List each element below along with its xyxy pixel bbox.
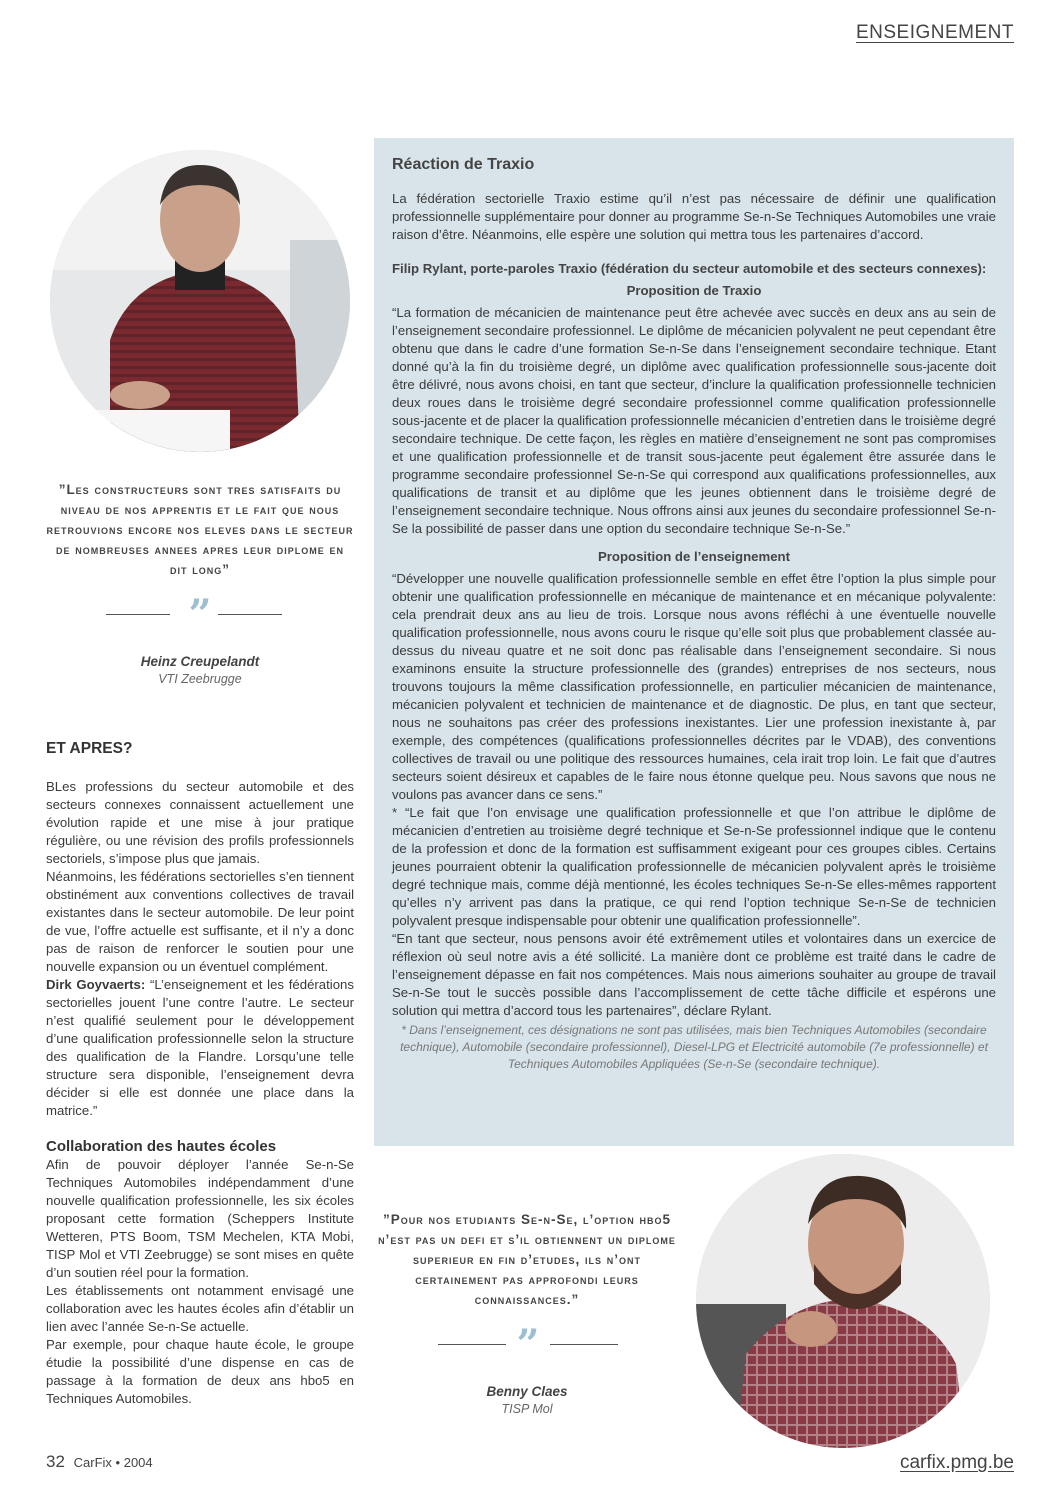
heading-et-apres: ET APRES? <box>46 740 133 757</box>
quote-mark-icon: ” <box>188 591 212 638</box>
box-title: Réaction de Traxio <box>392 156 535 173</box>
pull-quote-2-text: ”Pour nos etudiants Se-n-Se, l’option hbo5 n’est pas un defi et s’il obtiennent un diplome superieur en fin d’etudes, ils n’ont certainement pas approfondi leurs connaissances.” <box>378 1212 676 1307</box>
box-paragraph: “Développer une nouvelle qualification professionnelle semble en effet être l’option la plus simple pour obtenir une qualification professionnelle en mécanique de maintenance et en mécanique polyvalente: cela prendrait deux ans au lieu de trois. Lorsque nous avons réfléchi à une éventuelle nouvelle qualification professionnelle, nous avons couru le risque qu’elle soit plus que probablement classée au-dessus du niveau quatre et ne soit donc pas réalisable dans l’enseignement secondaire. Si nous examinons ensuite la structure professionnelle des (grandes) entreprises de nos secteurs, nous trouvons toujours la même classification professionnelle, en particulier mécanicien de maintenance, mécanicien polyvalent et technicien de maintenance et de diagnostic. De plus, en tant que secteur, nous ne souhaitons pas créer des professions inexistantes. Lier une profession inexistante à, par exemple, des compétences (qualifications professionnelles décrites par le VDAB), des conventions collectives de travail ou une politique des ressources humaines, cela irait trop loin. Le fait que d’autres secteurs soient désireux et capables de le faire nous étonne quelque peu. Nous savons que nous ne voulons pas avancer dans ce sens.” <box>392 571 996 802</box>
paragraph: Par exemple, pour chaque haute école, le groupe étudie la possibilité d’une dispense en cas de passage à la formation de deux ans hbo5 en Techniques Automobiles. <box>46 1337 354 1406</box>
magazine-name: CarFix • 2004 <box>73 1455 153 1470</box>
quote-rule-left <box>438 1344 506 1345</box>
heading-collaboration: Collaboration des hautes écoles <box>46 1138 277 1155</box>
box-paragraph: “La formation de mécanicien de maintenance peut être achevée avec succès en deux ans au sein de l’enseignement secondaire professionnel. Le diplôme de mécanicien polyvalent ne peut cependant être obtenu que dans le cadre d’une formation Se-n-Se dans l’enseignement secondaire technique. Etant donné qu’à la fin du troisième degré, un diplôme avec qualification professionnelle sous-jacente doit être délivré, nous avons choisi, en tant que secteur, d’inclure la qualification professionnelle technicien deux roues dans le troisième degré secondaire professionnel comme qualification professionnelle sous-jacente et de placer la qualification professionnelle mécanicien d’entretien dans le troisième degré secondaire technique. De cette façon, les règles en matière d’enseignement ne sont pas compromises et une qualification professionnelle et de transit sous-jacente peut également être assurée dans le programme secondaire professionnel Se-n-Se qui correspond aux qualifications professionnelles, aux qualifications de transit et au diplôme que les jeunes obtiennent dans le troisième degré de l’enseignement secondaire technique. Nous offrons ainsi aux jeunes du secondaire professionnel Se-n-Se la possibilité de passer dans une option du secondaire technique Se-n-Se.” <box>392 305 996 536</box>
traxio-reaction-box <box>374 138 1014 1146</box>
box-paragraph: “En tant que secteur, nous pensons avoir été extrêmement utiles et volontaires dans un exercice de réflexion où seul notre avis a été sollicité. La manière dont ce problème est traité dans le cadre de l’enseignement dépasse en fait nos compétences. Mais nous aimerions souhaiter au groupe de travail Se-n-Se tout le succès possible dans l’accomplissement de cette tâche difficile et espérons une solution qui mettra d’accord tous les partenaires”, déclare Rylant. <box>392 931 996 1018</box>
section-tag: ENSEIGNEMENT <box>855 22 1014 43</box>
quote-2-organisation: TISP Mol <box>501 1402 553 1416</box>
photo-benny-claes <box>696 1154 990 1448</box>
pull-quote-1-text: ”Les constructeurs sont tres satisfaits du niveau de nos apprentis et le fait que nous retrouvions encore nos eleves dans le secteur de nombreuses annees apres leur diplome en dit long” <box>46 482 354 577</box>
box-subheading-enseignement: Proposition de l’enseignement <box>598 549 790 564</box>
box-footnote: * Dans l’enseignement, ces désignations ne sont pas utilisées, mais bien Techniques Automobiles (secondaire technique), Automobile (secondaire professionnel), Diesel-LPG et Electricité automobile (7e professionnelle) et Techniques Automobiles Appliquées (Se-n-Se (secondaire technique). <box>400 1023 988 1071</box>
quote-1-author: Heinz Creupelandt <box>140 654 260 669</box>
quote-1-organisation: VTI Zeebrugge <box>158 672 242 686</box>
quote-rule-right <box>550 1344 618 1345</box>
portrait-illustration-2 <box>696 1154 990 1448</box>
box-intro: La fédération sectorielle Traxio estime qu’il n’est pas nécessaire de définir une qualification professionnelle supplémentaire pour donner au programme Se-n-Se Techniques Automobiles une vraie raison d’être. Néanmoins, elle espère une solution qui mettra tous les partenaires d’accord. <box>392 191 996 242</box>
pull-quote-1 <box>46 480 354 686</box>
photo-heinz-creupelandt <box>50 150 350 452</box>
portrait-illustration-1 <box>50 150 350 452</box>
quote-mark-icon: ” <box>516 1321 540 1368</box>
speaker-name: Dirk Goyvaerts: <box>46 977 146 992</box>
box-paragraph: * “Le fait que l’on envisage une qualification professionnelle et que l’on attribue le diplôme de mécanicien d’entretien au troisième degré technique et Se-n-Se professionnel indique que le contenu de la profession et donc de la formation est suffisamment exigeant pour ces groupes cibles. Certains jeunes pourraient obtenir la qualification professionnelle de mécanicien polyvalent après le troisième degré technique mais, comme déjà mentionné, les écoles techniques Se-n-Se elles-mêmes rapportent qu’elles n’y arrivent pas dans la pratique, ce qui rend l’option technique Se-n-Se de technicien polyvalent presque indispensable pour obtenir une qualification professionnelle”. <box>392 805 996 928</box>
quote-rule-left <box>106 614 170 615</box>
box-subheading-traxio: Proposition de Traxio <box>626 283 762 298</box>
left-article <box>46 740 354 1408</box>
website-link[interactable]: carfix.pmg.be <box>899 1452 1014 1473</box>
box-speaker: Filip Rylant, porte-paroles Traxio (fédération du secteur automobile et des secteurs connexes): <box>392 261 987 276</box>
quote-2-author: Benny Claes <box>486 1384 568 1399</box>
speaker-text: “L’enseignement et les fédérations sectorielles jouent l’une contre l’autre. Le secteur n’est qualifié seulement pour le développement d’une qualification professionnelle selon la structure des qualification de la Flandre. Lorsqu’une telle structure sera disponible, l’enseignement devra décider si elle est donnée une place dans la matrice.” <box>46 977 354 1118</box>
paragraph: BLes professions du secteur automobile et des secteurs connexes connaissent actuellement une évolution rapide et une mise à jour pratique régulière, ou une révision des profils professionnels sectoriels, s’impose plus que jamais. <box>46 779 354 866</box>
page-number: 32 <box>46 1452 65 1471</box>
pull-quote-2 <box>374 1210 680 1416</box>
paragraph: Les établissements ont notamment envisagé une collaboration avec les hautes écoles afin d’établir un lien avec l’année Se-n-Se actuelle. <box>46 1283 354 1334</box>
speaker-paragraph <box>46 976 354 1120</box>
footer-page <box>46 1452 153 1472</box>
paragraph: Afin de pouvoir déployer l’année Se-n-Se Techniques Automobiles indépendamment d’une nouvelle qualification professionnelle, les six écoles proposant cette formation (Scheppers Institute Wetteren, PTS Boom, TSM Mechelen, KTA Mobi, TISP Mol et VTI Zeebrugge) se sont mises en quête d’un soutien réel pour la formation. <box>46 1157 354 1280</box>
quote-rule-right <box>218 614 282 615</box>
paragraph: Néanmoins, les fédérations sectorielles s’en tiennent obstinément aux conventions collectives de travail existantes dans le secteur automobile. De leur point de vue, l’offre actuelle est suffisante, et il n’y a donc pas de raison de renforcer le soutien pour une nouvelle expansion ou un éventuel complément. <box>46 869 354 974</box>
